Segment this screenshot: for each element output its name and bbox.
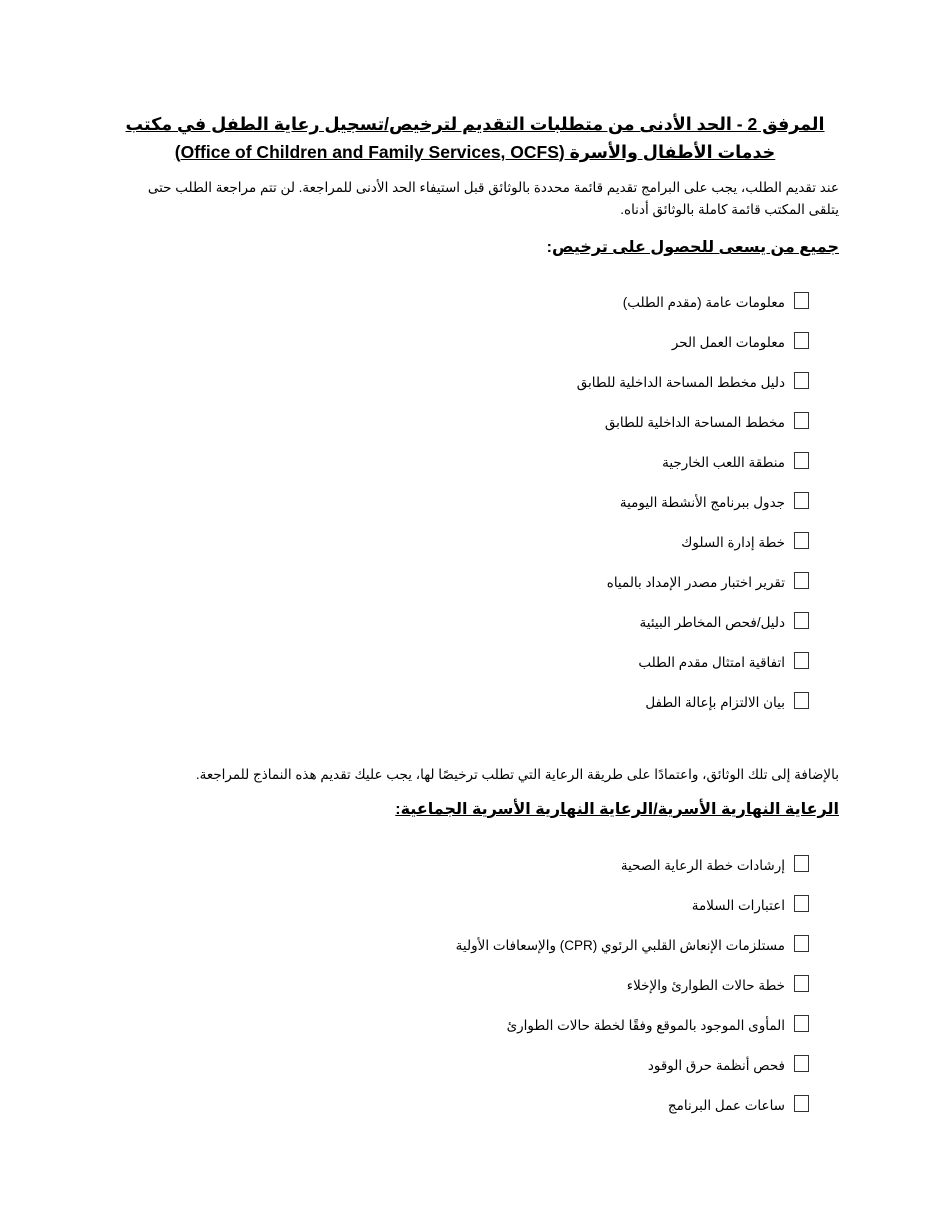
list-item	[209, 450, 809, 490]
checkbox[interactable]	[794, 492, 809, 509]
list-item	[209, 973, 809, 1013]
checkbox[interactable]	[794, 572, 809, 589]
checkbox-label: فحص أنظمة حرق الوقود	[647, 1058, 785, 1073]
checkbox-label: معلومات عامة (مقدم الطلب)	[622, 295, 785, 310]
page-title: المرفق 2 - الحد الأدنى من متطلبات التقديم لترخيص/تسجيل رعاية الطفل في مكتب خدمات الأطفال والأسرة (Office of Children and Family Services, OCFS)	[125, 114, 825, 162]
checkbox-label: المأوى الموجود بالموقع وفقًا لخطة حالات الطوارئ	[506, 1018, 785, 1033]
list-item	[209, 570, 809, 610]
list-item	[209, 1013, 809, 1053]
checkbox-label: اعتبارات السلامة	[691, 898, 785, 913]
list-item	[209, 610, 809, 650]
checkbox[interactable]	[794, 1095, 809, 1112]
section-heading-all-applicants	[547, 236, 839, 260]
checkbox[interactable]	[794, 332, 809, 349]
checkbox[interactable]	[794, 975, 809, 992]
list-item	[209, 370, 809, 410]
list-item	[209, 893, 809, 933]
checkbox[interactable]	[794, 1055, 809, 1072]
checkbox-label: معلومات العمل الحر	[671, 335, 785, 350]
list-item	[209, 530, 809, 570]
additional-forms-paragraph: بالإضافة إلى تلك الوثائق، واعتمادًا على طريقة الرعاية التي تطلب ترخيصًا لها، يجب عليك تقديم هذه النماذج للمراجعة.	[195, 767, 839, 782]
checkbox-label: خطة إدارة السلوك	[681, 535, 785, 550]
checkbox-label: منطقة اللعب الخارجية	[662, 455, 785, 470]
checkbox-label: ساعات عمل البرنامج	[667, 1098, 785, 1113]
checkbox[interactable]	[794, 532, 809, 549]
checkbox-label: اتفاقية امتثال مقدم الطلب	[638, 655, 785, 670]
list-item	[209, 490, 809, 530]
section-heading-family-day-care	[395, 798, 839, 822]
list-item	[209, 690, 809, 730]
checkbox[interactable]	[794, 935, 809, 952]
checklist-family-day-care	[209, 853, 809, 1133]
checkbox[interactable]	[794, 612, 809, 629]
checkbox[interactable]	[794, 652, 809, 669]
list-item	[209, 1093, 809, 1133]
checkbox-label: تقرير اختبار مصدر الإمداد بالمياه	[606, 575, 785, 590]
list-item	[209, 290, 809, 330]
section-heading-text: جميع من يسعى للحصول على ترخيص	[551, 239, 839, 256]
section-heading-colon: :	[546, 239, 552, 256]
checkbox-label: خطة حالات الطوارئ والإخلاء	[626, 978, 785, 993]
checkbox[interactable]	[794, 412, 809, 429]
list-item	[209, 1053, 809, 1093]
checkbox-label: مخطط المساحة الداخلية للطابق	[604, 415, 785, 430]
checkbox[interactable]	[794, 372, 809, 389]
intro-paragraph: عند تقديم الطلب، يجب على البرامج تقديم قائمة محددة بالوثائق قبل استيفاء الحد الأدنى للمراجعة. لن تتم مراجعة الطلب حتى يتلقى المكتب قائمة كاملة بالوثائق أدناه.	[147, 180, 839, 217]
list-item	[209, 650, 809, 690]
checklist-all-applicants	[209, 290, 809, 730]
list-item	[209, 330, 809, 370]
checkbox[interactable]	[794, 895, 809, 912]
checkbox[interactable]	[794, 692, 809, 709]
checkbox[interactable]	[794, 452, 809, 469]
checkbox[interactable]	[794, 855, 809, 872]
list-item	[209, 853, 809, 893]
checkbox[interactable]	[794, 1015, 809, 1032]
checkbox-label: دليل/فحص المخاطر البيئية	[639, 615, 785, 630]
checkbox-label: مستلزمات الإنعاش القلبي الرئوي (CPR) والإسعافات الأولية	[455, 938, 785, 953]
checkbox-label: دليل مخطط المساحة الداخلية للطابق	[576, 375, 785, 390]
list-item	[209, 933, 809, 973]
list-item	[209, 410, 809, 450]
checkbox[interactable]	[794, 292, 809, 309]
checkbox-label: بيان الالتزام بإعالة الطفل	[645, 695, 785, 710]
checkbox-label: إرشادات خطة الرعاية الصحية	[620, 858, 785, 873]
checkbox-label: جدول ببرنامج الأنشطة اليومية	[619, 495, 785, 510]
section-heading-text: الرعاية النهارية الأسرية/الرعاية النهارية الأسرية الجماعية:	[395, 801, 839, 818]
